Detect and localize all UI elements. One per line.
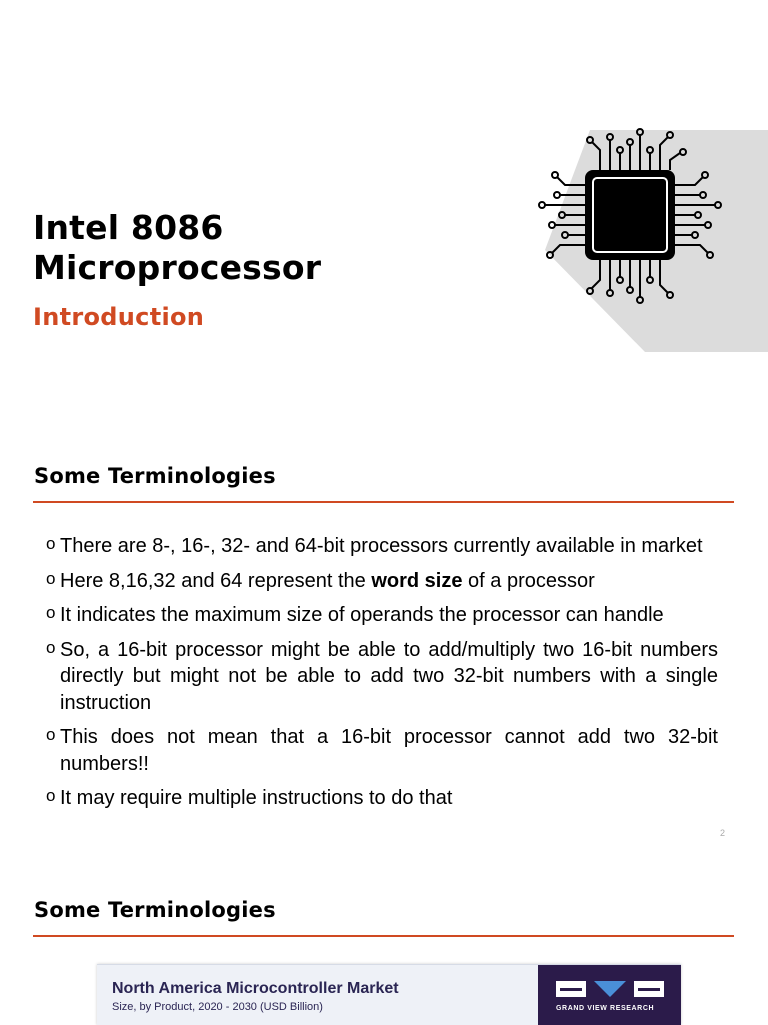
terminology-bullet-list	[46, 533, 718, 820]
slide-subtitle: Introduction	[33, 303, 205, 331]
title-line-2: Microprocessor	[33, 248, 322, 287]
page-number: 2	[720, 828, 726, 838]
bullet-marker: o	[46, 725, 56, 744]
list-item: o It may require multiple instructions to do that	[46, 785, 718, 812]
section-heading: Some Terminologies	[34, 464, 276, 488]
banner-title: North America Microcontroller Market	[112, 980, 399, 997]
list-item: o Here 8,16,32 and 64 represent the word size of a processor	[46, 568, 718, 595]
list-item: o There are 8-, 16-, 32- and 64-bit processors currently available in market	[46, 533, 718, 560]
title-line-1: Intel 8086	[33, 208, 224, 247]
market-chart-banner	[97, 964, 681, 1025]
banner-subtitle: Size, by Product, 2020 - 2030 (USD Billion)	[112, 1001, 323, 1013]
bullet-marker: o	[46, 603, 56, 622]
microchip-icon	[530, 115, 730, 315]
gvr-logo-icon	[556, 979, 664, 1001]
section-heading: Some Terminologies	[34, 898, 276, 922]
bullet-marker: o	[46, 786, 56, 805]
bullet-marker: o	[46, 637, 56, 657]
grand-view-research-logo	[538, 965, 681, 1025]
gvr-logo-text: GRAND VIEW RESEARCH	[556, 1005, 655, 1012]
list-item: o It indicates the maximum size of operands the processor can handle	[46, 602, 718, 629]
emphasis-word-size: word size	[371, 569, 463, 592]
title-slide	[0, 0, 768, 440]
heading-divider	[33, 501, 734, 503]
heading-divider	[33, 935, 734, 937]
list-item: o This does not mean that a 16-bit processor cannot add two 32-bit numbers!!	[46, 724, 718, 777]
list-item: o So, a 16-bit processor might be able to add/multiply two 16-bit numbers directly but might not be able to add two 32-bit numbers with a single instruction	[46, 637, 718, 717]
bullet-marker: o	[46, 534, 56, 553]
bullet-marker: o	[46, 568, 56, 588]
slide-title	[33, 208, 493, 288]
